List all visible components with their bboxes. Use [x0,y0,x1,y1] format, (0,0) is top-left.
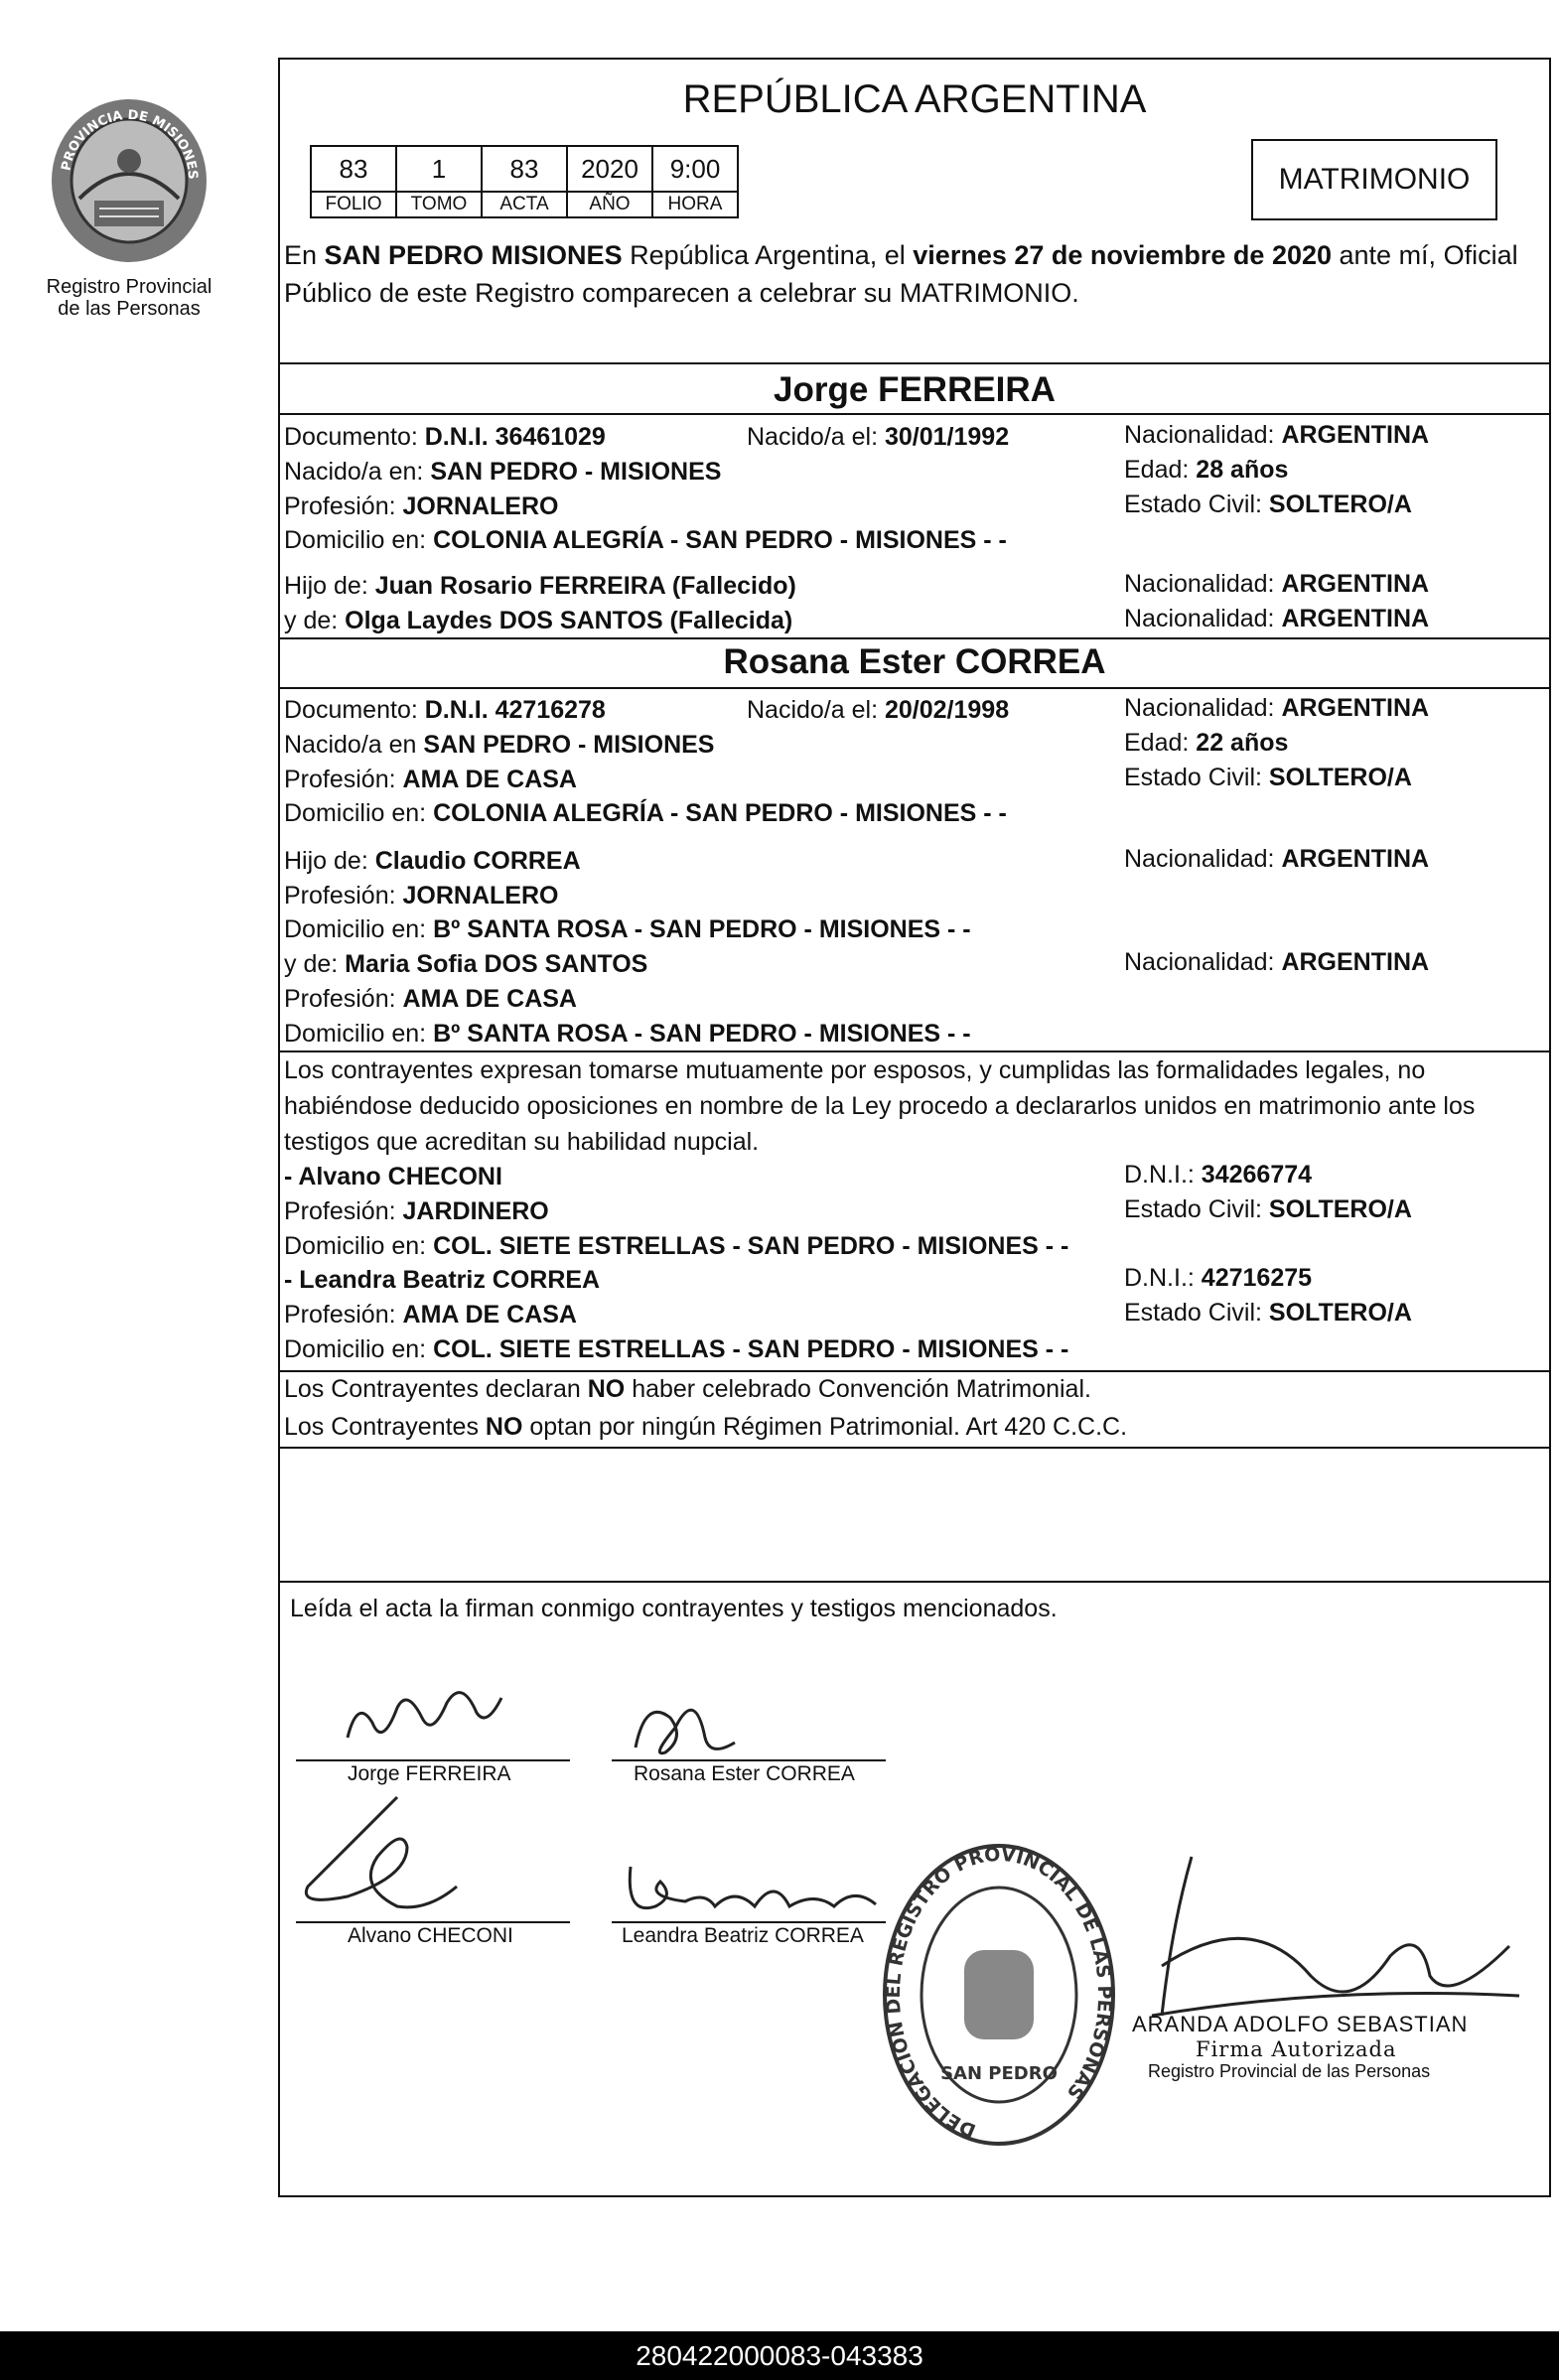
witness1-dni: D.N.I.: 34266774 [1124,1161,1313,1189]
divider [280,362,1549,364]
groom-mother: y de: Olga Laydes DOS SANTOS (Fallecida) [284,607,793,634]
folio-value: 83 [311,146,396,192]
ano-label: AÑO [567,192,652,217]
bride-civil-status: Estado Civil: SOLTERO/A [1124,764,1412,791]
bride-signature-name: Rosana Ester CORREA [634,1762,855,1785]
divider [280,1581,1549,1583]
hora-label: HORA [652,192,738,217]
bride-mother-nationality: Nacionalidad: ARGENTINA [1124,948,1430,976]
hora-value: 9:00 [652,146,738,192]
divider [280,1370,1549,1372]
witness2-signature-icon [616,1847,894,1926]
bride-nationality: Nacionalidad: ARGENTINA [1124,694,1430,722]
bride-father-address: Domicilio en: Bº SANTA ROSA - SAN PEDRO - MISIONES - - [284,915,971,943]
groom-nationality: Nacionalidad: ARGENTINA [1124,421,1430,449]
witness2-dni: D.N.I.: 42716275 [1124,1264,1313,1292]
seal-center-text: SAN PEDRO [940,2063,1058,2084]
bride-father-nationality: Nacionalidad: ARGENTINA [1124,845,1430,873]
divider [280,1447,1549,1449]
divider [280,413,1549,415]
official-stamp [1132,2012,1499,2082]
witness1-address: Domicilio en: COL. SIETE ESTRELLAS - SAN PEDRO - MISIONES - - [284,1232,1069,1260]
groom-signature-line [296,1759,570,1761]
coat-of-arms-icon [40,89,218,268]
groom-age: Edad: 28 años [1124,456,1289,484]
provincial-logo [30,89,228,320]
groom-father: Hijo de: Juan Rosario FERREIRA (Fallecido) [284,572,796,600]
groom-civil-status: Estado Civil: SOLTERO/A [1124,490,1412,518]
official-org: Registro Provincial de las Personas [1148,2061,1431,2081]
bride-signature-icon [616,1678,755,1767]
witness1-signature-name: Alvano CHECONI [348,1924,513,1947]
bride-age: Edad: 22 años [1124,729,1289,757]
official-title: Firma Autorizada [1196,2037,1397,2061]
folio-label: FOLIO [311,192,396,217]
tomo-label: TOMO [396,192,482,217]
seal-ring-text: DELEGACION DEL REGISTRO PROVINCIAL DE LAS PERSONAS [882,1843,1116,2142]
bride-birthplace: Nacido/a en SAN PEDRO - MISIONES [284,731,715,759]
acta-value: 83 [482,146,567,192]
bride-mother: y de: Maria Sofia DOS SANTOS [284,950,648,978]
acta-label: ACTA [482,192,567,217]
groom-signature-icon [328,1668,526,1767]
bride-father: Hijo de: Claudio CORREA [284,847,581,875]
declaration-text: Los contrayentes expresan tomarse mutuamente por esposos, y cumplidas las formalidades legales, no habiéndose deducido oposiciones en nombre de la Ley procedo a declararlos unidos en matrimonio ante los testigos que acreditan su habilidad nupcial. [284,1056,1476,1156]
logo-ring-text: PROVINCIA DE MISIONES [59,107,201,181]
registry-labels [311,192,738,217]
country-title: REPÚBLICA ARGENTINA [682,77,1147,121]
bride-mother-profession: Profesión: AMA DE CASA [284,985,577,1013]
groom-address: Domicilio en: COLONIA ALEGRÍA - SAN PEDRO - MISIONES - - [284,526,1007,554]
convention-line-2: Los Contrayentes NO optan por ningún Régimen Patrimonial. Art 420 C.C.C. [284,1413,1128,1441]
witness1-profession: Profesión: JARDINERO [284,1197,549,1225]
groom-birth-date: Nacido/a el: 30/01/1992 [747,423,1010,451]
bride-father-profession: Profesión: JORNALERO [284,882,559,910]
bride-address: Domicilio en: COLONIA ALEGRÍA - SAN PEDRO - MISIONES - - [284,799,1007,827]
groom-name: Jorge FERREIRA [774,370,1056,409]
groom-signature-name: Jorge FERREIRA [348,1762,511,1785]
witness1-signature-line [296,1921,570,1923]
ano-value: 2020 [567,146,652,192]
witness1-civil-status: Estado Civil: SOLTERO/A [1124,1195,1412,1223]
logo-caption: Registro Provincial de las Personas [46,276,213,320]
bride-document: Documento: D.N.I. 42716278 [284,696,606,724]
witness2-signature-line [612,1921,886,1923]
bride-mother-address: Domicilio en: Bº SANTA ROSA - SAN PEDRO - MISIONES - - [284,1020,971,1048]
groom-document: Documento: D.N.I. 36461029 [284,423,606,451]
bride-profession: Profesión: AMA DE CASA [284,766,577,793]
groom-father-nationality: Nacionalidad: ARGENTINA [1124,570,1430,598]
divider [280,637,1549,639]
witness1-signature-icon [288,1787,487,1926]
witness2-address: Domicilio en: COL. SIETE ESTRELLAS - SAN PEDRO - MISIONES - - [284,1335,1069,1363]
witness2-signature-name: Leandra Beatriz CORREA [622,1924,864,1947]
tomo-value: 1 [396,146,482,192]
registry-table [310,145,739,218]
document-type-box: MATRIMONIO [1251,139,1497,220]
groom-profession: Profesión: JORNALERO [284,492,559,520]
footer-barcode-text: 280422000083-043383 [0,2331,1559,2380]
official-name: ARANDA ADOLFO SEBASTIAN [1132,2012,1469,2036]
witness2-profession: Profesión: AMA DE CASA [284,1301,577,1329]
convention-line-1: Los Contrayentes declaran NO haber celebrado Convención Matrimonial. [284,1375,1091,1403]
divider [280,687,1549,689]
official-seal-icon [880,1841,1118,2149]
registry-values [311,146,738,192]
groom-mother-nationality: Nacionalidad: ARGENTINA [1124,605,1430,632]
witness1-name: - Alvano CHECONI [284,1163,502,1190]
closing-text: Leída el acta la firman conmigo contrayentes y testigos mencionados. [290,1595,1058,1622]
bride-name: Rosana Ester CORREA [723,642,1106,681]
groom-birthplace: Nacido/a en: SAN PEDRO - MISIONES [284,458,722,486]
intro-paragraph: En SAN PEDRO MISIONES República Argentina, el viernes 27 de noviembre de 2020 ante mí, Oficial Público de este Registro comparecen a celebrar su MATRIMONIO. [284,240,1518,308]
witness2-name: - Leandra Beatriz CORREA [284,1266,601,1294]
witness2-civil-status: Estado Civil: SOLTERO/A [1124,1299,1412,1327]
bride-birth-date: Nacido/a el: 20/02/1998 [747,696,1010,724]
bride-signature-line [612,1759,886,1761]
